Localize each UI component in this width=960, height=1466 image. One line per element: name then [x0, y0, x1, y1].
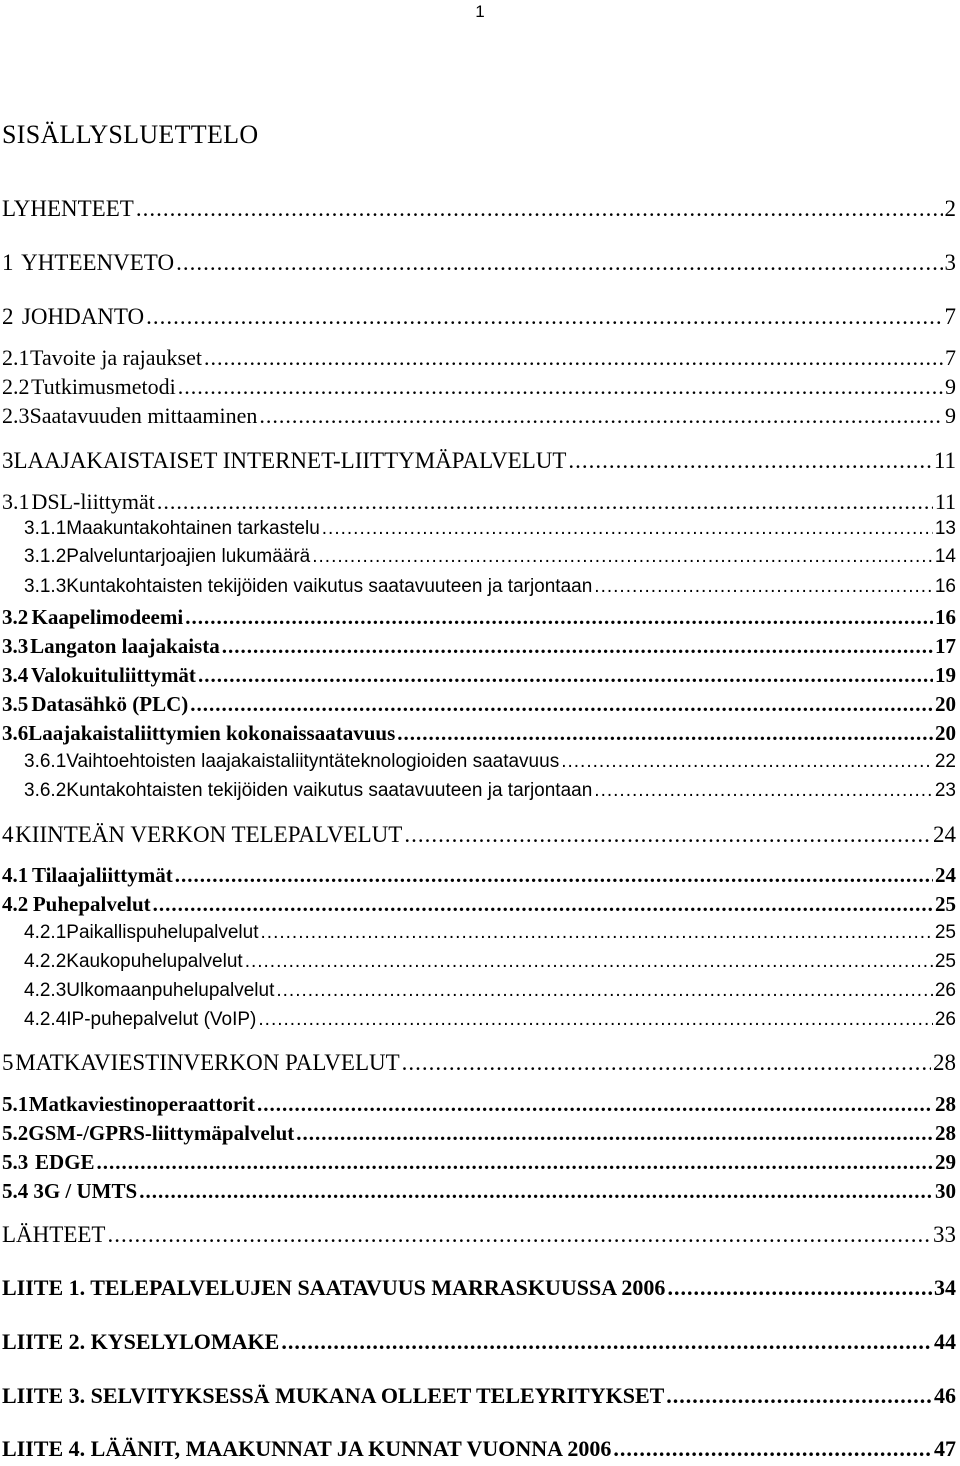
toc-entry-page: 24 — [935, 863, 956, 887]
toc-entry-number: 3.6.2 — [24, 780, 67, 801]
toc-entry-number: 5.2 — [2, 1121, 29, 1145]
toc-entry-label: LIITE 1. TELEPALVELUJEN SAATAVUUS MARRASKUUSSA 2006 — [2, 1275, 666, 1300]
toc-entry-page: 24 — [933, 822, 956, 847]
toc-leader-dots — [257, 1094, 933, 1115]
toc-entry-page: 2 — [944, 196, 956, 221]
toc-entry-label: Langaton laajakaista — [30, 634, 220, 658]
toc-entry[interactable] — [2, 1277, 956, 1299]
toc-entry-label: Kaukopuhelupalvelut — [66, 951, 243, 972]
toc-leader-dots — [136, 197, 943, 220]
toc-leader-dots — [281, 1331, 932, 1353]
toc-entry[interactable] — [24, 923, 956, 942]
toc-entry-number: 3.1 — [2, 489, 30, 514]
toc-entry-page: 11 — [933, 448, 956, 473]
toc-entry-page: 25 — [934, 922, 956, 943]
toc-entry-label: 3G / UMTS — [33, 1179, 138, 1203]
toc-entry[interactable] — [2, 1123, 956, 1144]
toc-leader-dots — [296, 1123, 933, 1144]
toc-entry[interactable] — [2, 347, 956, 369]
toc-entry[interactable] — [2, 1438, 956, 1460]
toc-entry-number: 4.1 — [2, 863, 29, 887]
toc-entry[interactable] — [2, 197, 956, 220]
toc-entry-number: 2.1 — [2, 345, 30, 370]
toc-leader-dots — [204, 347, 943, 369]
toc-entry-number: 3.1.3 — [24, 576, 67, 597]
toc-entry-page: 20 — [935, 692, 956, 716]
toc-leader-dots — [139, 1181, 933, 1202]
toc-entry-page: 26 — [934, 1009, 956, 1030]
toc-entry-page: 44 — [934, 1329, 956, 1354]
toc-entry-page: 9 — [945, 374, 956, 399]
toc-entry-label: MATKAVIESTINVERKON PALVELUT — [15, 1050, 400, 1075]
toc-entry-label: LYHENTEET — [2, 196, 134, 221]
toc-entry[interactable] — [2, 894, 956, 915]
toc-leader-dots — [404, 823, 931, 846]
toc-entry-page: 28 — [933, 1050, 956, 1075]
toc-entry-page: 46 — [934, 1383, 956, 1408]
toc-entry-number: 5 — [2, 1050, 14, 1075]
toc-leader-dots — [258, 1010, 932, 1029]
toc-entry-page: 28 — [935, 1092, 956, 1116]
toc-entry-page: 47 — [934, 1436, 956, 1461]
toc-entry-label: GSM-/GPRS-liittymäpalvelut — [28, 1121, 295, 1145]
toc-leader-dots — [222, 636, 933, 657]
toc-entry-label: Tavoite ja rajaukset — [30, 345, 202, 370]
toc-leader-dots — [259, 405, 943, 427]
toc-entry[interactable] — [2, 823, 956, 846]
toc-entry-number: 4.2.4 — [24, 1009, 67, 1030]
toc-entry-label: LAAJAKAISTAISET INTERNET-LIITTYMÄPALVELUT — [13, 448, 567, 473]
toc-entry-number: 3.6.1 — [24, 751, 67, 772]
toc-entry-label: LÄHTEET — [2, 1222, 106, 1247]
toc-entry-label: EDGE — [35, 1150, 95, 1174]
toc-leader-dots — [175, 865, 933, 886]
toc-leader-dots — [322, 519, 933, 538]
toc-entry-page: 16 — [934, 576, 956, 597]
toc-entry[interactable] — [24, 781, 956, 800]
toc-entry-label: JOHDANTO — [21, 304, 145, 329]
toc-entry[interactable] — [2, 1094, 956, 1115]
toc-entry[interactable] — [24, 1010, 956, 1029]
toc-entry[interactable] — [2, 491, 956, 513]
toc-leader-dots — [153, 894, 933, 915]
toc-leader-dots — [402, 1051, 931, 1074]
toc-entry-number: 3.1.2 — [24, 546, 67, 567]
toc-entry-label: Palveluntarjoajien lukumäärä — [66, 546, 311, 567]
toc-title: SISÄLLYSLUETTELO — [2, 120, 259, 149]
toc-entry-label: Saatavuuden mittaaminen — [29, 403, 258, 428]
toc-entry-page: 13 — [934, 518, 956, 539]
toc-entry-number: 5.4 — [2, 1179, 29, 1203]
toc-entry[interactable] — [2, 1331, 956, 1353]
toc-entry-label: Laajakaistaliittymien kokonaissaatavuus — [28, 721, 396, 745]
toc-leader-dots — [178, 376, 943, 398]
toc-entry-number: 5.3 — [2, 1150, 29, 1174]
toc-entry-number: 4.2 — [2, 892, 29, 916]
toc-entry-label: LIITE 2. KYSELYLOMAKE — [2, 1329, 280, 1354]
toc-leader-dots — [185, 607, 933, 628]
toc-leader-dots — [157, 491, 933, 513]
toc-entry-page: 28 — [935, 1121, 956, 1145]
toc-leader-dots — [198, 665, 933, 686]
toc-entry[interactable] — [2, 405, 956, 427]
toc-entry-page: 14 — [934, 546, 956, 567]
toc-entry[interactable] — [24, 952, 956, 971]
toc-entry-page: 20 — [935, 721, 956, 745]
toc-entry[interactable] — [2, 694, 956, 715]
toc-entry[interactable] — [24, 547, 956, 566]
toc-entry-number: 4.2.2 — [24, 951, 67, 972]
toc-entry[interactable] — [2, 636, 956, 657]
toc-entry[interactable] — [24, 752, 956, 771]
toc-entry-page: 25 — [934, 951, 956, 972]
toc-entry[interactable] — [2, 665, 956, 686]
toc-entry[interactable] — [24, 577, 956, 596]
toc-entry-label: Kaapelimodeemi — [31, 605, 184, 629]
toc-entry[interactable] — [2, 607, 956, 628]
toc-leader-dots — [312, 547, 933, 566]
toc-entry[interactable] — [2, 865, 956, 886]
toc-leader-dots — [667, 1277, 932, 1299]
toc-entry[interactable] — [2, 449, 956, 472]
toc-entry-number: 3.3 — [2, 634, 29, 658]
toc-entry-number: 4 — [2, 822, 14, 847]
toc-entry-page: 26 — [934, 980, 956, 1001]
toc-entry[interactable] — [2, 1223, 956, 1246]
toc-entry-label: Matkaviestinoperaattorit — [28, 1092, 255, 1116]
toc-entry-label: Datasähkö (PLC) — [31, 692, 189, 716]
toc-entry-number: 4.2.3 — [24, 980, 67, 1001]
toc-entry-number: 3.4 — [2, 663, 29, 687]
toc-entry[interactable] — [2, 251, 956, 274]
toc-leader-dots — [594, 781, 933, 800]
toc-entry[interactable] — [2, 1051, 956, 1074]
toc-entry-page: 25 — [935, 892, 956, 916]
toc-entry-page: 16 — [935, 605, 956, 629]
toc-entry-label: Vaihtoehtoisten laajakaistaliityntäteknologioiden saatavuus — [66, 751, 560, 772]
toc-leader-dots — [568, 449, 931, 472]
toc-entry-label: Kuntakohtaisten tekijöiden vaikutus saatavuuteen ja tarjontaan — [66, 780, 593, 801]
toc-entry-label: Maakuntakohtainen tarkastelu — [66, 518, 320, 539]
toc-entry[interactable] — [2, 1152, 956, 1173]
page-number: 1 — [475, 2, 485, 21]
toc-leader-dots — [190, 694, 933, 715]
toc-entry-label: DSL-liittymät — [31, 489, 155, 514]
toc-leader-dots — [261, 923, 933, 942]
toc-entry-page: 23 — [934, 780, 956, 801]
toc-leader-dots — [397, 723, 933, 744]
toc-entry-label: Puhepalvelut — [32, 892, 151, 916]
toc-entry[interactable] — [2, 376, 956, 398]
toc-entry-page: 33 — [933, 1222, 956, 1247]
toc-entry-page: 19 — [935, 663, 956, 687]
toc-entry-label: Ulkomaanpuhelupalvelut — [66, 980, 275, 1001]
toc-leader-dots — [561, 752, 933, 771]
toc-leader-dots — [276, 981, 933, 1000]
toc-entry-number: 2 — [2, 304, 14, 329]
toc-entry-number: 3.2 — [2, 605, 29, 629]
toc-entry-page: 30 — [935, 1179, 956, 1203]
toc-entry-label: Tutkimusmetodi — [31, 374, 176, 399]
toc-entry[interactable] — [2, 305, 956, 328]
toc-entry-number: 2.3 — [2, 403, 30, 428]
toc-entry-label: KIINTEÄN VERKON TELEPALVELUT — [15, 822, 403, 847]
toc-entry-label: IP-puhepalvelut (VoIP) — [66, 1009, 257, 1030]
toc-entry-label: Tilaajaliittymät — [31, 863, 173, 887]
toc-leader-dots — [613, 1438, 932, 1460]
toc-entry[interactable] — [24, 519, 956, 538]
toc-leader-dots — [146, 305, 942, 328]
toc-entry-number: 2.2 — [2, 374, 30, 399]
toc-entry-label: Valokuituliittymät — [31, 663, 196, 687]
toc-entry-page: 29 — [935, 1150, 956, 1174]
toc-entry-label: LIITE 4. LÄÄNIT, MAAKUNNAT JA KUNNAT VUONNA 2006 — [2, 1436, 612, 1461]
toc-entry-label: Kuntakohtaisten tekijöiden vaikutus saatavuuteen ja tarjontaan — [66, 576, 593, 597]
toc-entry[interactable] — [2, 1385, 956, 1407]
toc-entry-page: 11 — [934, 489, 956, 514]
toc-leader-dots — [107, 1223, 931, 1246]
toc-leader-dots — [245, 952, 933, 971]
toc-entry-page: 7 — [944, 304, 956, 329]
toc-leader-dots — [666, 1385, 932, 1407]
toc-entry-number: 3.1.1 — [24, 518, 67, 539]
toc-entry-number: 3 — [2, 448, 14, 473]
toc-entry-page: 17 — [935, 634, 956, 658]
toc-entry-label: Paikallispuhelupalvelut — [66, 922, 259, 943]
toc-entry-label: YHTEENVETO — [21, 250, 175, 275]
toc-leader-dots — [176, 251, 942, 274]
toc-entry-page: 34 — [934, 1275, 956, 1300]
toc-entry-page: 9 — [945, 403, 956, 428]
toc-entry-number: 1 — [2, 250, 14, 275]
toc-entry-page: 3 — [944, 250, 956, 275]
toc-entry-number: 3.6 — [2, 721, 29, 745]
toc-entry[interactable] — [2, 723, 956, 744]
toc-entry-label: LIITE 3. SELVITYKSESSÄ MUKANA OLLEET TELEYRITYKSET — [2, 1383, 665, 1408]
toc-entry-number: 4.2.1 — [24, 922, 67, 943]
toc-entry[interactable] — [24, 981, 956, 1000]
toc-leader-dots — [594, 577, 933, 596]
toc-entry[interactable] — [2, 1181, 956, 1202]
toc-entry-number: 3.5 — [2, 692, 29, 716]
toc-entry-page: 7 — [945, 345, 956, 370]
toc-leader-dots — [97, 1152, 933, 1173]
toc-entry-page: 22 — [934, 751, 956, 772]
toc-entry-number: 5.1 — [2, 1092, 29, 1116]
